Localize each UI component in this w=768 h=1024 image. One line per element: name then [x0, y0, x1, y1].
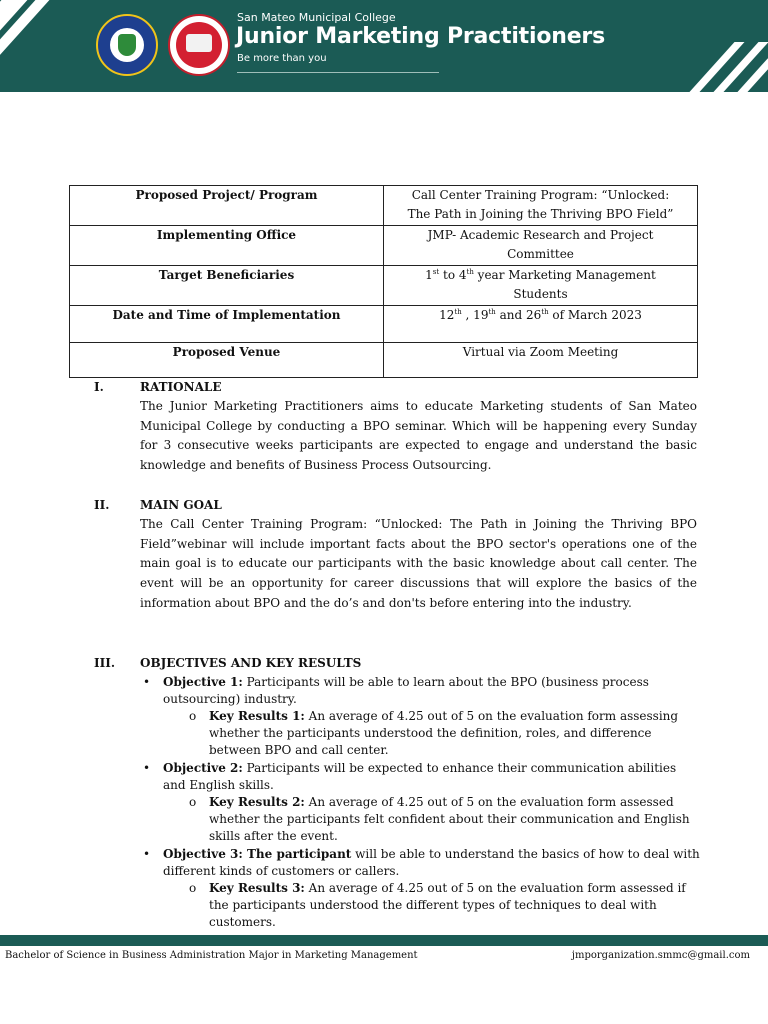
footer-program: Bachelor of Science in Business Administration Major in Marketing Management	[5, 950, 418, 961]
objective-item	[163, 760, 688, 794]
row-label: Target Beneficiaries	[70, 266, 384, 306]
footer-bar	[0, 935, 768, 946]
objective-label: Objective 2:	[163, 761, 243, 775]
value-sup: th	[541, 308, 549, 316]
value-part: 1	[425, 268, 433, 282]
value-part: and 26	[495, 308, 542, 322]
table-row	[70, 266, 698, 306]
key-result-text: An average of 4.25 out of 5 on the evaluation form assessed if the participants understood the different types of techniques to deal with customers.	[209, 881, 686, 929]
divider	[237, 72, 439, 73]
value-sup: th	[454, 308, 462, 316]
value-line: Committee	[507, 247, 574, 261]
value-part: , 19	[461, 308, 489, 322]
row-label: Implementing Office	[70, 226, 384, 266]
sub-bullet-icon: o	[189, 709, 197, 723]
value-sup: th	[466, 268, 474, 276]
bullet-icon: •	[143, 675, 151, 689]
key-result-item	[209, 794, 694, 845]
key-result-label: Key Results 1:	[209, 709, 305, 723]
section-title: OBJECTIVES AND KEY RESULTS	[140, 656, 362, 670]
section-number: II.	[94, 498, 110, 512]
project-table	[69, 185, 698, 378]
row-value	[384, 226, 698, 266]
footer-email: jmporganization.smmc@gmail.com	[571, 950, 750, 961]
value-part: 12	[439, 308, 455, 322]
section-title: MAIN GOAL	[140, 498, 222, 512]
objective-item	[163, 674, 663, 708]
key-result-text: An average of 4.25 out of 5 on the evaluation form assessed whether the participants felt confident about their communication and English skills after the event.	[209, 795, 690, 843]
row-label: Date and Time of Implementation	[70, 306, 384, 343]
key-result-label: Key Results 3:	[209, 881, 305, 895]
value-part: to 4	[439, 268, 467, 282]
value-part: of March 2023	[548, 308, 642, 322]
value-part: year Marketing Management	[473, 268, 656, 282]
value-line: Students	[513, 287, 568, 301]
tagline: Be more than you	[237, 53, 327, 64]
college-seal-icon	[96, 14, 158, 76]
key-result-text: An average of 4.25 out of 5 on the evaluation form assessing whether the participants understood the definition, roles, and difference between BPO and call center.	[209, 709, 679, 757]
main-goal-text: The Call Center Training Program: “Unlocked: The Path in Joining the Thriving BPO Field”webinar will include important facts about the BPO sector's operations one of the main goal is to educate our participants with the basic knowledge about call center. The event will be an opportunity for career discussions that will explore the basics of the information about BPO and the do’s and don'ts before entering into the industry.	[140, 517, 697, 610]
jmp-logo-icon	[168, 14, 230, 76]
section-number: I.	[94, 380, 104, 394]
objective-text: Participants will be able to learn about the BPO (business process outsourcing) industry.	[163, 675, 649, 706]
section-title: RATIONALE	[140, 380, 222, 394]
organization-title: Junior Marketing Practitioners	[236, 24, 605, 49]
objective-bold-text: The participant	[242, 847, 352, 861]
objective-item	[163, 846, 703, 880]
objective-label: Objective 3:	[163, 847, 243, 861]
row-label: Proposed Project/ Program	[70, 186, 384, 226]
rationale-text: The Junior Marketing Practitioners aims to educate Marketing students of San Mateo Municipal College by conducting a BPO seminar. Which will be happening every Sunday for 3 consecutive weeks participants are expected to engage and understand the basic knowledge and benefits of Business Process Outsourcing.	[140, 399, 697, 473]
value-sup: th	[488, 308, 496, 316]
page-header	[0, 0, 768, 92]
sub-bullet-icon: o	[189, 795, 197, 809]
row-value	[384, 186, 698, 226]
objective-text: Participants will be expected to enhance their communication abilities and English skills.	[163, 761, 677, 792]
key-result-label: Key Results 2:	[209, 795, 305, 809]
college-name: San Mateo Municipal College	[237, 11, 396, 24]
value-line: JMP- Academic Research and Project	[427, 228, 654, 242]
row-value	[384, 266, 698, 306]
table-row	[70, 186, 698, 226]
table-row	[70, 226, 698, 266]
table-row	[70, 343, 698, 378]
bullet-icon: •	[143, 847, 151, 861]
table-row	[70, 306, 698, 343]
key-result-item	[209, 708, 689, 759]
sub-bullet-icon: o	[189, 881, 197, 895]
row-value	[384, 306, 698, 343]
section-number: III.	[94, 656, 116, 670]
value-sup: st	[432, 268, 440, 276]
row-label: Proposed Venue	[70, 343, 384, 378]
bullet-icon: •	[143, 761, 151, 775]
value-line: Call Center Training Program: “Unlocked:	[411, 188, 670, 202]
row-value: Virtual via Zoom Meeting	[384, 343, 698, 378]
value-line: The Path in Joining the Thriving BPO Field”	[407, 207, 674, 221]
objective-label: Objective 1:	[163, 675, 243, 689]
key-result-item	[209, 880, 699, 931]
objective-text: will be able to understand the basics of how to deal with different kinds of customers or callers.	[163, 847, 700, 878]
